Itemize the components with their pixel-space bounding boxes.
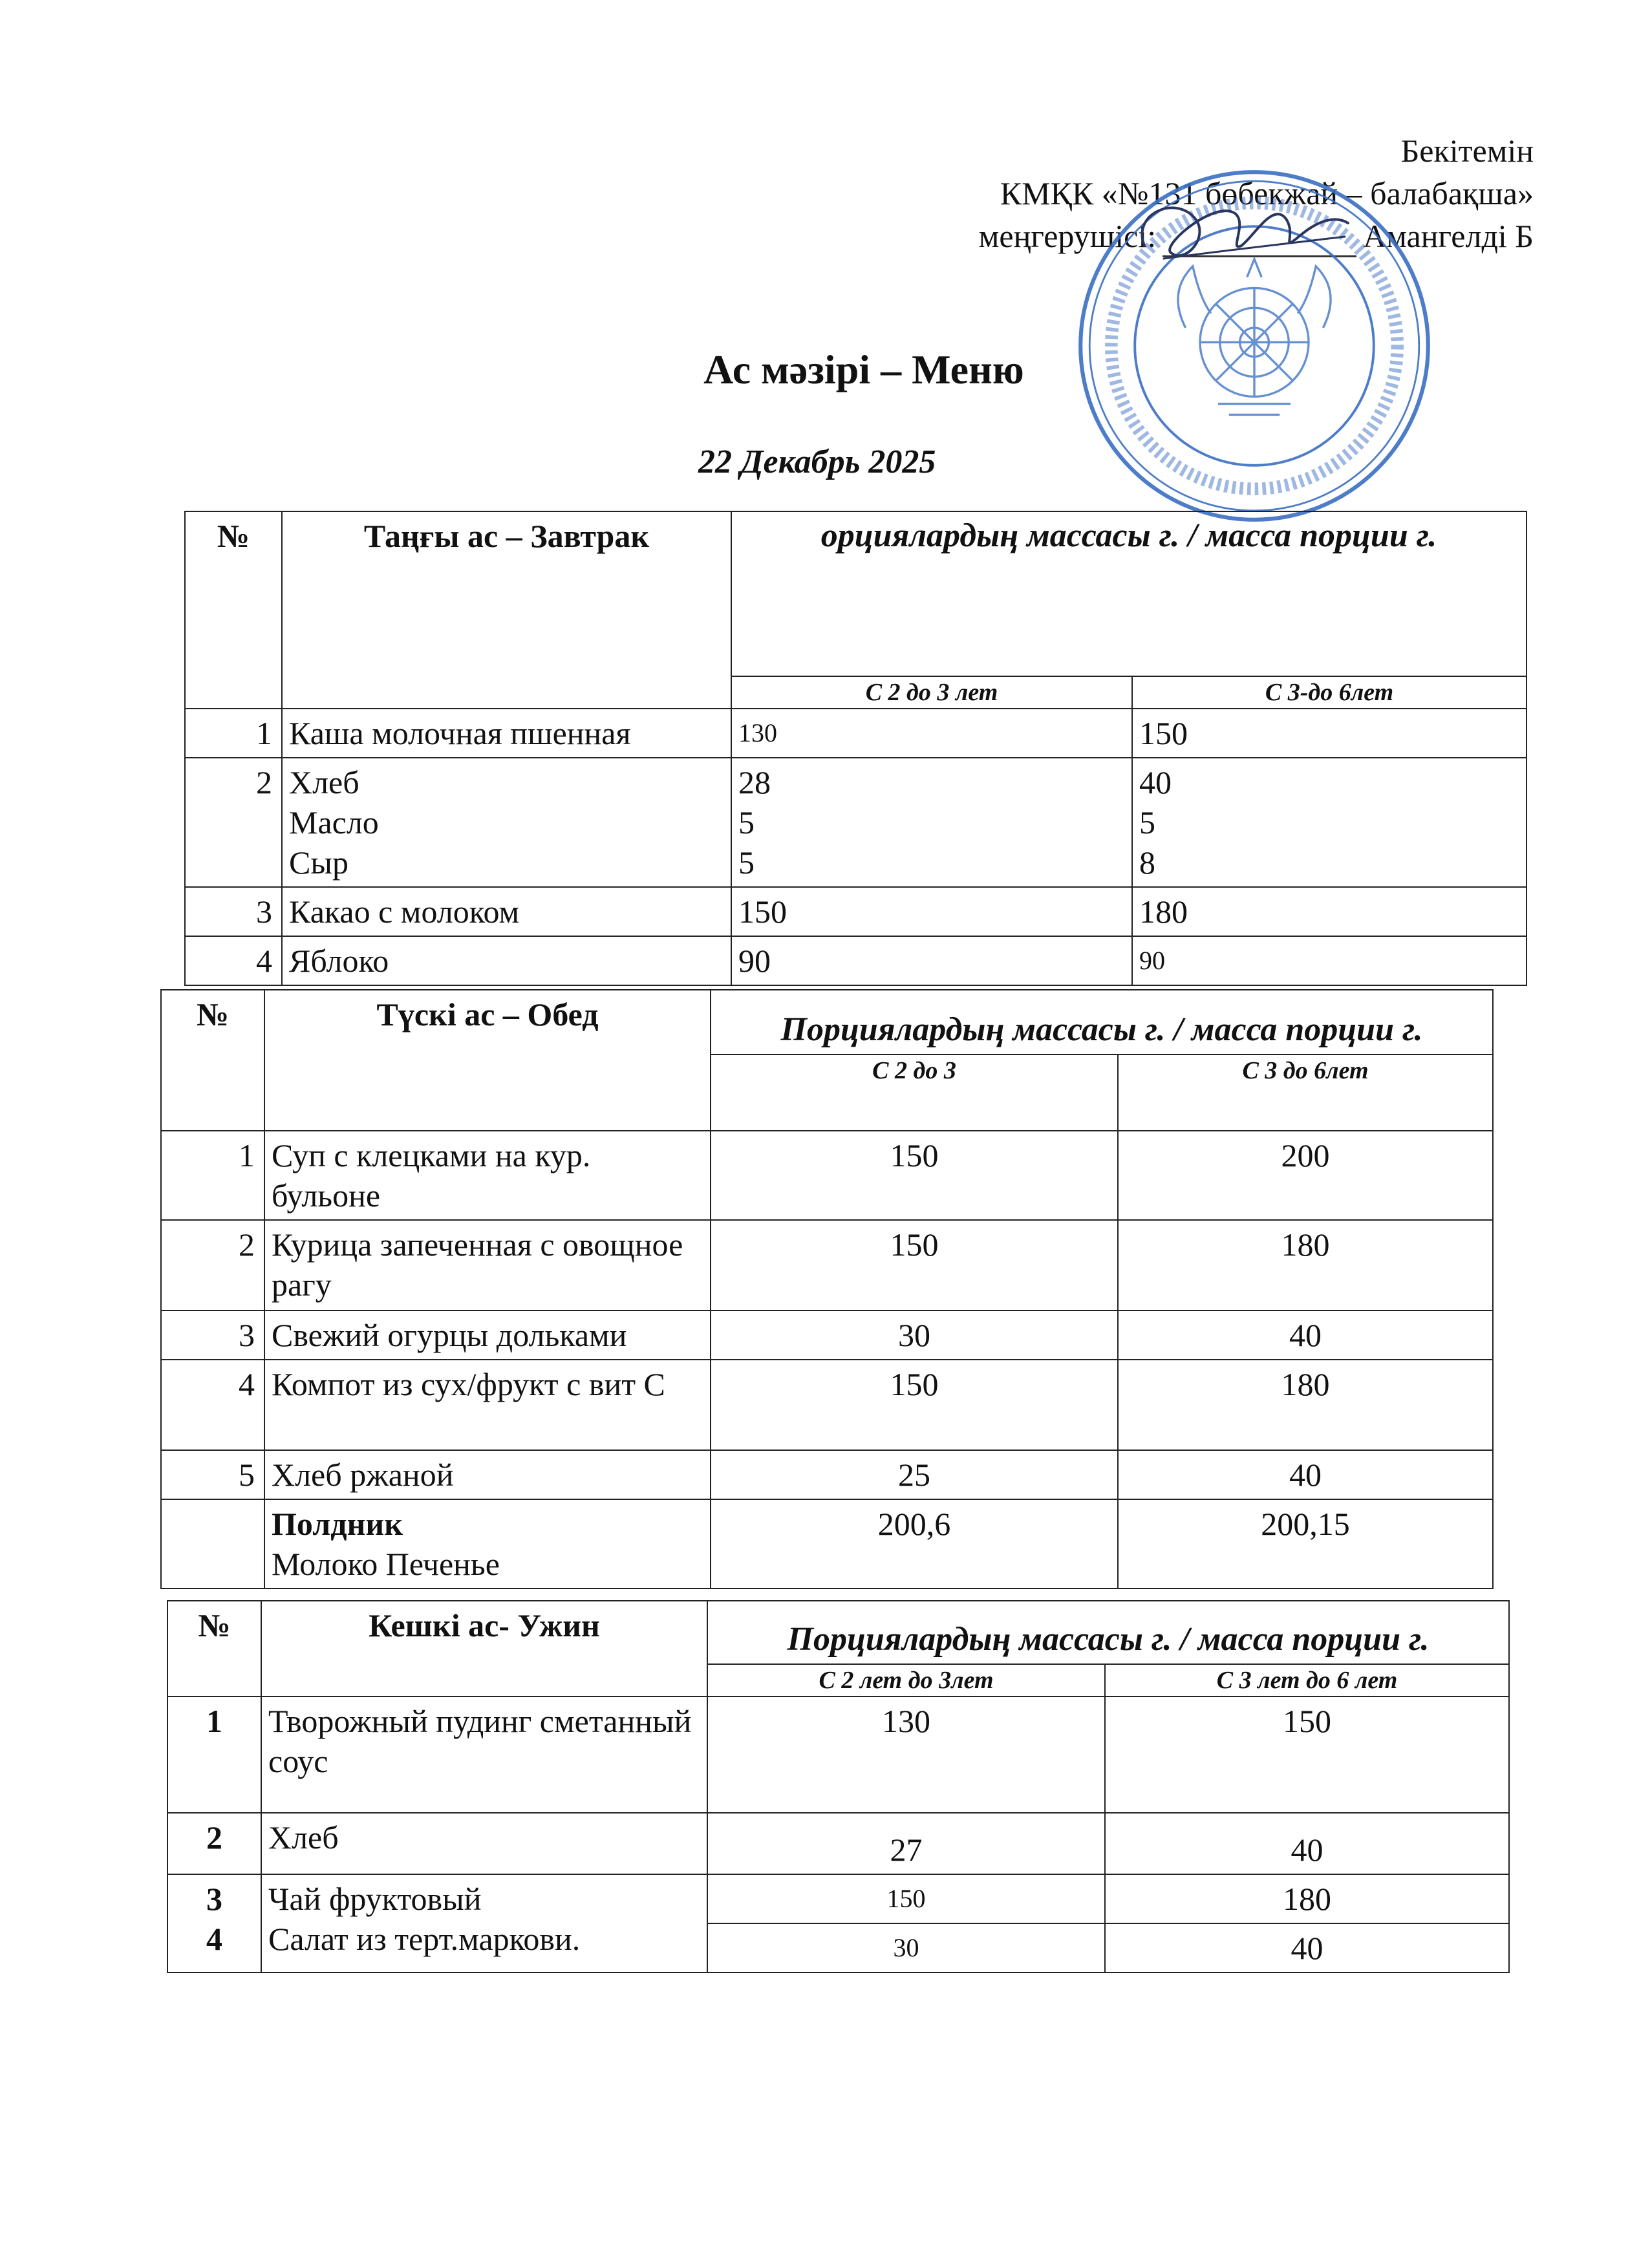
portion-3-6: 40 — [1118, 1450, 1493, 1499]
dinner-mass-header: Порциялардың массасы г. / масса порции г. — [707, 1601, 1509, 1664]
breakfast-age-3-6: С 3-до 6лет — [1132, 676, 1527, 709]
row-number: 1 — [167, 1696, 261, 1813]
signature-icon — [1125, 175, 1358, 291]
portion-value: 5 — [738, 844, 755, 881]
portion-3-6: 180 — [1118, 1220, 1493, 1311]
dish-name — [261, 1874, 707, 1973]
row-number: 2 — [161, 1220, 264, 1311]
portion-2-3: 150 — [731, 887, 1132, 936]
row-number: 4 — [206, 1921, 222, 1957]
portion-3-6: 150 — [1132, 709, 1527, 758]
portion-value: 40 — [1139, 764, 1172, 800]
approval-title: Бекітемін — [1400, 133, 1534, 169]
lunch-meal-header: Түскі ас – Обед — [264, 990, 711, 1131]
portion-2-3: 30 — [711, 1311, 1118, 1360]
table-row — [161, 1360, 1493, 1450]
portion-2-3 — [731, 758, 1132, 887]
table-row — [161, 1131, 1493, 1220]
dish-name: Каша молочная пшенная — [282, 709, 731, 758]
table-row — [167, 1696, 1509, 1813]
table-row — [185, 758, 1527, 887]
table-row — [161, 1450, 1493, 1499]
portion-3-6: 180 — [1105, 1874, 1509, 1923]
portion-2-3: 200,6 — [711, 1499, 1118, 1589]
dish-name: Творожный пудинг сметанный соус — [261, 1696, 707, 1813]
portion-2-3: 150 — [707, 1874, 1105, 1923]
table-row — [167, 1813, 1509, 1874]
portion-2-3: 150 — [711, 1131, 1118, 1220]
dinner-age-2-3: С 2 лет до 3лет — [707, 1664, 1105, 1696]
portion-2-3: 27 — [707, 1813, 1105, 1874]
dish-name: Компот из сух/фрукт с вит С — [264, 1360, 711, 1450]
portion-3-6: 200 — [1118, 1131, 1493, 1220]
row-number: 4 — [161, 1360, 264, 1450]
table-row — [185, 887, 1527, 936]
portion-2-3: 90 — [731, 936, 1132, 985]
row-number-empty — [161, 1499, 264, 1589]
row-number: 2 — [185, 758, 282, 887]
row-number: 3 — [185, 887, 282, 936]
dinner-meal-header: Кешкі ас- Ужин — [261, 1601, 707, 1696]
portion-2-3: 150 — [711, 1360, 1118, 1450]
table-row — [167, 1874, 1509, 1923]
portion-3-6: 40 — [1105, 1923, 1509, 1973]
dinner-age-3-6: С 3 лет до 6 лет — [1105, 1664, 1509, 1696]
lunch-age-3-6: С 3 до 6лет — [1118, 1054, 1493, 1131]
row-number: 3 — [206, 1881, 222, 1917]
breakfast-table — [184, 511, 1527, 986]
approval-position: меңгерушісі: — [978, 218, 1157, 254]
breakfast-mass-header: орциялардың массасы г. / масса порции г. — [731, 511, 1527, 676]
row-number — [167, 1874, 261, 1973]
approval-organization: КМҚК «№131 бөбекжай – балабақша» — [1000, 175, 1534, 211]
table-row — [185, 709, 1527, 758]
table-row — [161, 1311, 1493, 1360]
dish-name: Чай фруктовый — [268, 1881, 482, 1917]
dish-name: Хлеб — [261, 1813, 707, 1874]
breakfast-age-2-3: С 2 до 3 лет — [731, 676, 1132, 709]
dinner-number-header: № — [167, 1601, 261, 1696]
table-row — [161, 1220, 1493, 1311]
snack-items: Молоко Печенье — [272, 1546, 500, 1582]
snack-cell — [264, 1499, 711, 1589]
portion-2-3: 130 — [731, 709, 1132, 758]
row-number: 4 — [185, 936, 282, 985]
dish-name: Свежий огурцы дольками — [264, 1311, 711, 1360]
portion-3-6: 200,15 — [1118, 1499, 1493, 1589]
row-number: 3 — [161, 1311, 264, 1360]
dish-name: Салат из терт.маркови. — [268, 1921, 581, 1957]
portion-value: 5 — [738, 804, 755, 840]
breakfast-meal-header: Таңғы ас – Завтрак — [282, 511, 731, 709]
lunch-age-2-3: С 2 до 3 — [711, 1054, 1118, 1131]
breakfast-number-header: № — [185, 511, 282, 709]
portion-3-6: 40 — [1105, 1813, 1509, 1874]
portion-3-6: 180 — [1132, 887, 1527, 936]
row-number: 1 — [185, 709, 282, 758]
portion-2-3: 130 — [707, 1696, 1105, 1813]
portion-3-6: 150 — [1105, 1696, 1509, 1813]
dish-name — [282, 758, 731, 887]
dinner-table — [167, 1600, 1510, 1973]
snack-label: Полдник — [272, 1506, 403, 1542]
dish-name: Сыр — [289, 844, 348, 881]
dish-name: Хлеб — [289, 764, 359, 800]
portion-value: 8 — [1139, 844, 1155, 881]
row-number: 1 — [161, 1131, 264, 1220]
portion-3-6: 90 — [1132, 936, 1527, 985]
lunch-mass-header: Порциялардың массасы г. / масса порции г. — [711, 990, 1493, 1054]
portion-3-6 — [1132, 758, 1527, 887]
approval-name: Амангелді Б — [1363, 218, 1534, 254]
dish-name: Курица запеченная с овощное рагу — [264, 1220, 711, 1311]
dish-name: Яблоко — [282, 936, 731, 985]
row-number: 2 — [167, 1813, 261, 1874]
dish-name: Суп с клецками на кур. бульоне — [264, 1131, 711, 1220]
dish-name: Какао с молоком — [282, 887, 731, 936]
portion-2-3: 150 — [711, 1220, 1118, 1311]
dish-name: Хлеб ржаной — [264, 1450, 711, 1499]
menu-date: 22 Декабрь 2025 — [698, 444, 936, 480]
portion-2-3: 25 — [711, 1450, 1118, 1499]
table-row — [161, 1499, 1493, 1589]
table-row — [185, 936, 1527, 985]
portion-value: 5 — [1139, 804, 1155, 840]
dish-name: Масло — [289, 804, 379, 840]
portion-3-6: 180 — [1118, 1360, 1493, 1450]
lunch-number-header: № — [161, 990, 264, 1131]
lunch-table — [160, 989, 1494, 1589]
portion-3-6: 40 — [1118, 1311, 1493, 1360]
portion-2-3: 30 — [707, 1923, 1105, 1973]
page-title: Ас мәзірі – Меню — [703, 347, 1024, 392]
portion-value: 28 — [738, 764, 771, 800]
row-number: 5 — [161, 1450, 264, 1499]
